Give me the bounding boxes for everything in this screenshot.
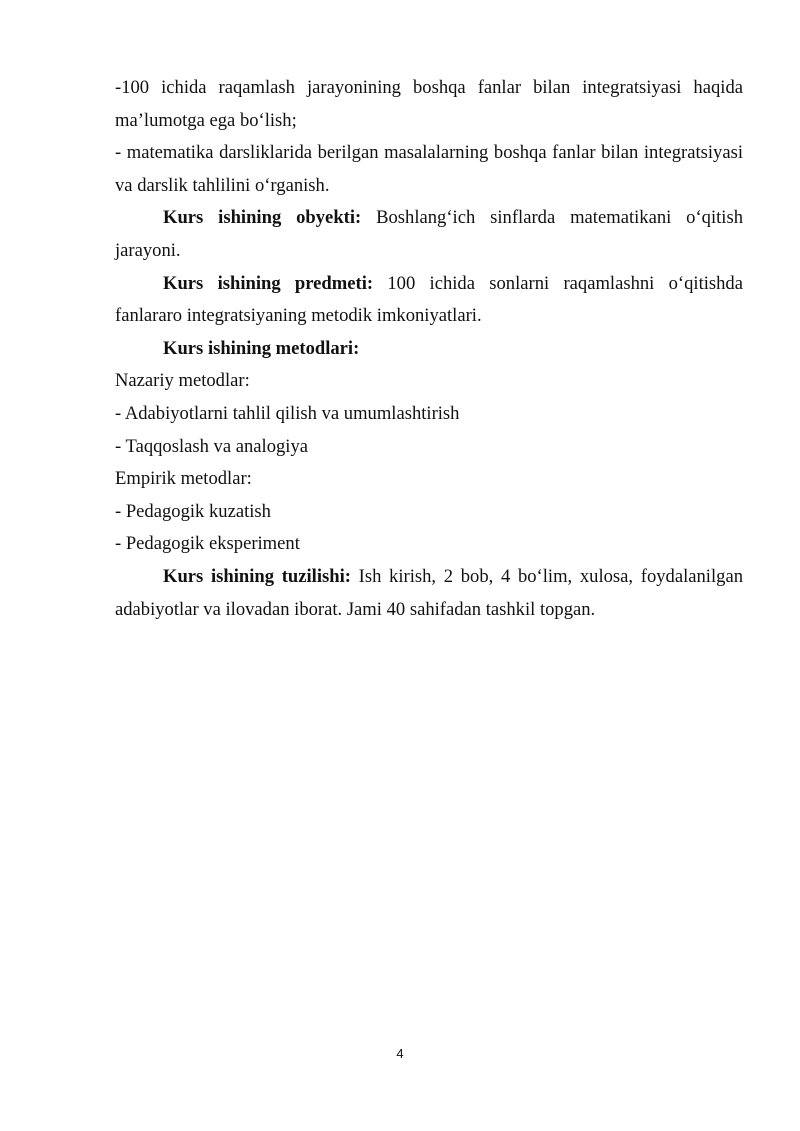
object-label: Kurs ishining obyekti: (163, 207, 362, 229)
document-body (115, 72, 743, 626)
structure-text: Ish kirish, 2 bob, 4 bo‘lim, xulosa, foydalanilgan adabiyotlar va ilovadan iborat. Jami 40 sahifadan tashkil topgan. (115, 565, 743, 620)
list-item-text: - Pedagogik eksperiment (115, 533, 300, 555)
list-item-comparison (115, 431, 743, 464)
paragraph-theoretical-methods (115, 365, 743, 398)
subject-text: 100 ichida sonlarni raqamlashni o‘qitishda fanlararo integratsiyaning metodik imkoniyatlari. (115, 272, 743, 327)
paragraph-structure (115, 561, 743, 626)
structure-label: Kurs ishining tuzilishi: (163, 565, 351, 587)
paragraph-text: Empirik metodlar: (115, 468, 252, 490)
list-item-observation (115, 496, 743, 529)
paragraph-textbook-analysis (115, 137, 743, 202)
paragraph-empirical-methods (115, 463, 743, 496)
page-number: 4 (396, 1046, 404, 1061)
subject-label: Kurs ishining predmeti: (163, 272, 374, 294)
paragraph-text: Nazariy metodlar: (115, 370, 250, 392)
paragraph-subject (115, 268, 743, 333)
methods-label: Kurs ishining metodlari: (163, 337, 360, 359)
list-item-literature-analysis (115, 398, 743, 431)
paragraph-text: - matematika darsliklarida berilgan masalalarning boshqa fanlar bilan integratsiyasi va darslik tahlilini o‘rganish. (115, 142, 743, 196)
paragraph-integration-info (115, 72, 743, 137)
object-text: Boshlang‘ich sinflarda matematikani o‘qitish jarayoni. (115, 207, 743, 261)
paragraph-object (115, 202, 743, 267)
list-item-text: - Taqqoslash va analogiya (115, 435, 309, 457)
paragraph-methods-heading (115, 333, 743, 366)
list-item-experiment (115, 528, 743, 561)
paragraph-text: -100 ichida raqamlash jarayonining boshqa fanlar bilan integratsiyasi haqida ma’lumotga ega bo‘lish; (115, 77, 743, 131)
list-item-text: - Adabiyotlarni tahlil qilish va umumlashtirish (115, 402, 460, 424)
list-item-text: - Pedagogik kuzatish (115, 500, 271, 522)
